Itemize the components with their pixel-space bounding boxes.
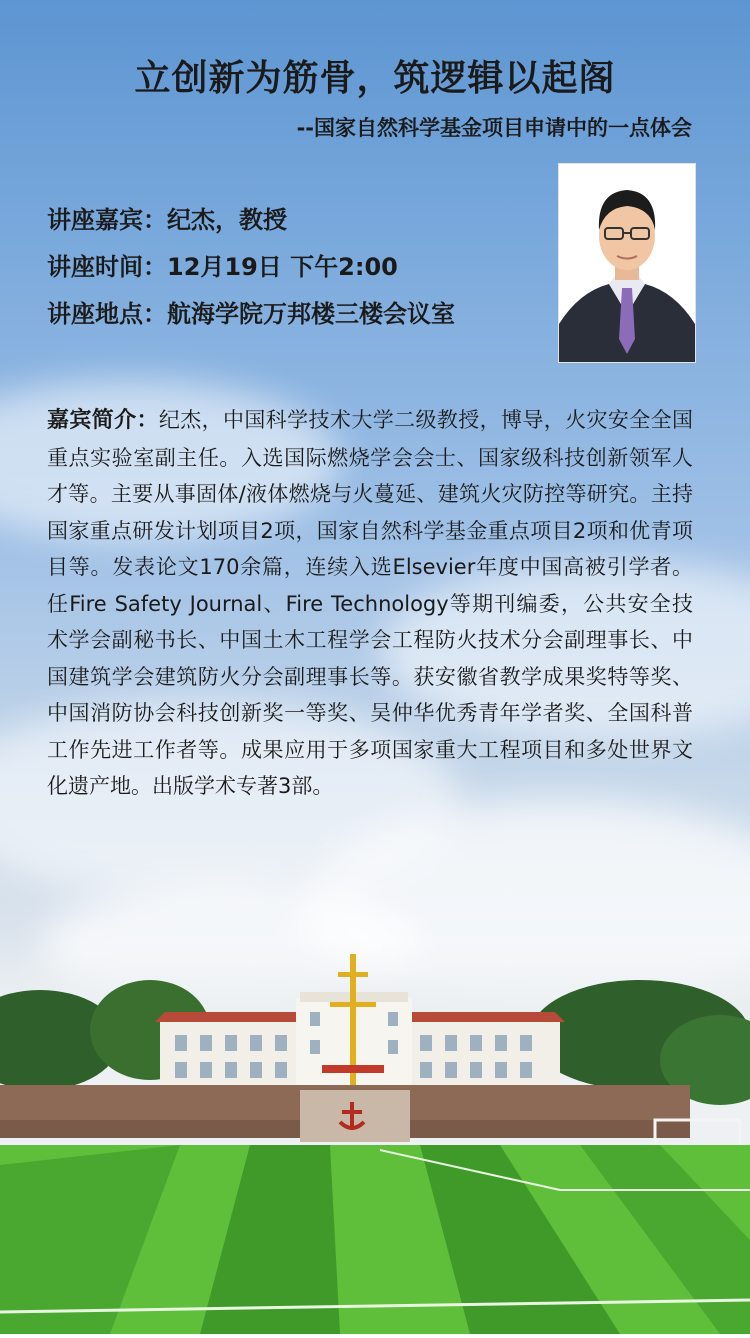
speaker-label: 讲座嘉宾： bbox=[47, 206, 167, 234]
bio-paragraph bbox=[47, 402, 693, 805]
time-row bbox=[47, 247, 398, 282]
location-row bbox=[47, 294, 455, 329]
bio-text: 纪杰，中国科学技术大学二级教授，博导，火灾安全全国重点实验室副主任。入选国际燃烧学会会士、国家级科技创新领军人才等。主要从事固体/液体燃烧与火蔓延、建筑火灾防控等研究。主持国家重点研发计划项目2项，国家自然科学基金重点项目2项和优青项目等。发表论文170余篇，连续入选Elsevier年度中国高被引学者。任Fire Safety Journal、Fire Technology等期刊编委，公共安全技术学会副秘书长、中国土木工程学会工程防火技术分会副理事长、中国建筑学会建筑防火分会副理事长等。获安徽省教学成果奖特等奖、中国消防协会科技创新奖一等奖、吴仲华优秀青年学者奖、全国科普工作先进工作者等。成果应用于多项国家重大工程项目和多处世界文化遗产地。出版学术专著3部。 bbox=[47, 408, 693, 798]
speaker-row bbox=[47, 200, 287, 235]
bio-label: 嘉宾简介： bbox=[47, 408, 159, 433]
speaker-portrait bbox=[558, 163, 696, 363]
location-value: 航海学院万邦楼三楼会议室 bbox=[167, 300, 455, 328]
time-label: 讲座时间： bbox=[47, 253, 167, 281]
time-value: 12月19日 下午2:00 bbox=[167, 253, 398, 281]
campus-photo bbox=[0, 940, 750, 1334]
location-label: 讲座地点： bbox=[47, 300, 167, 328]
page-subtitle: --国家自然科学基金项目申请中的一点体会 bbox=[296, 116, 692, 140]
speaker-value: 纪杰，教授 bbox=[167, 206, 287, 234]
page-title: 立创新为筋骨，筑逻辑以起阁 bbox=[134, 58, 616, 99]
